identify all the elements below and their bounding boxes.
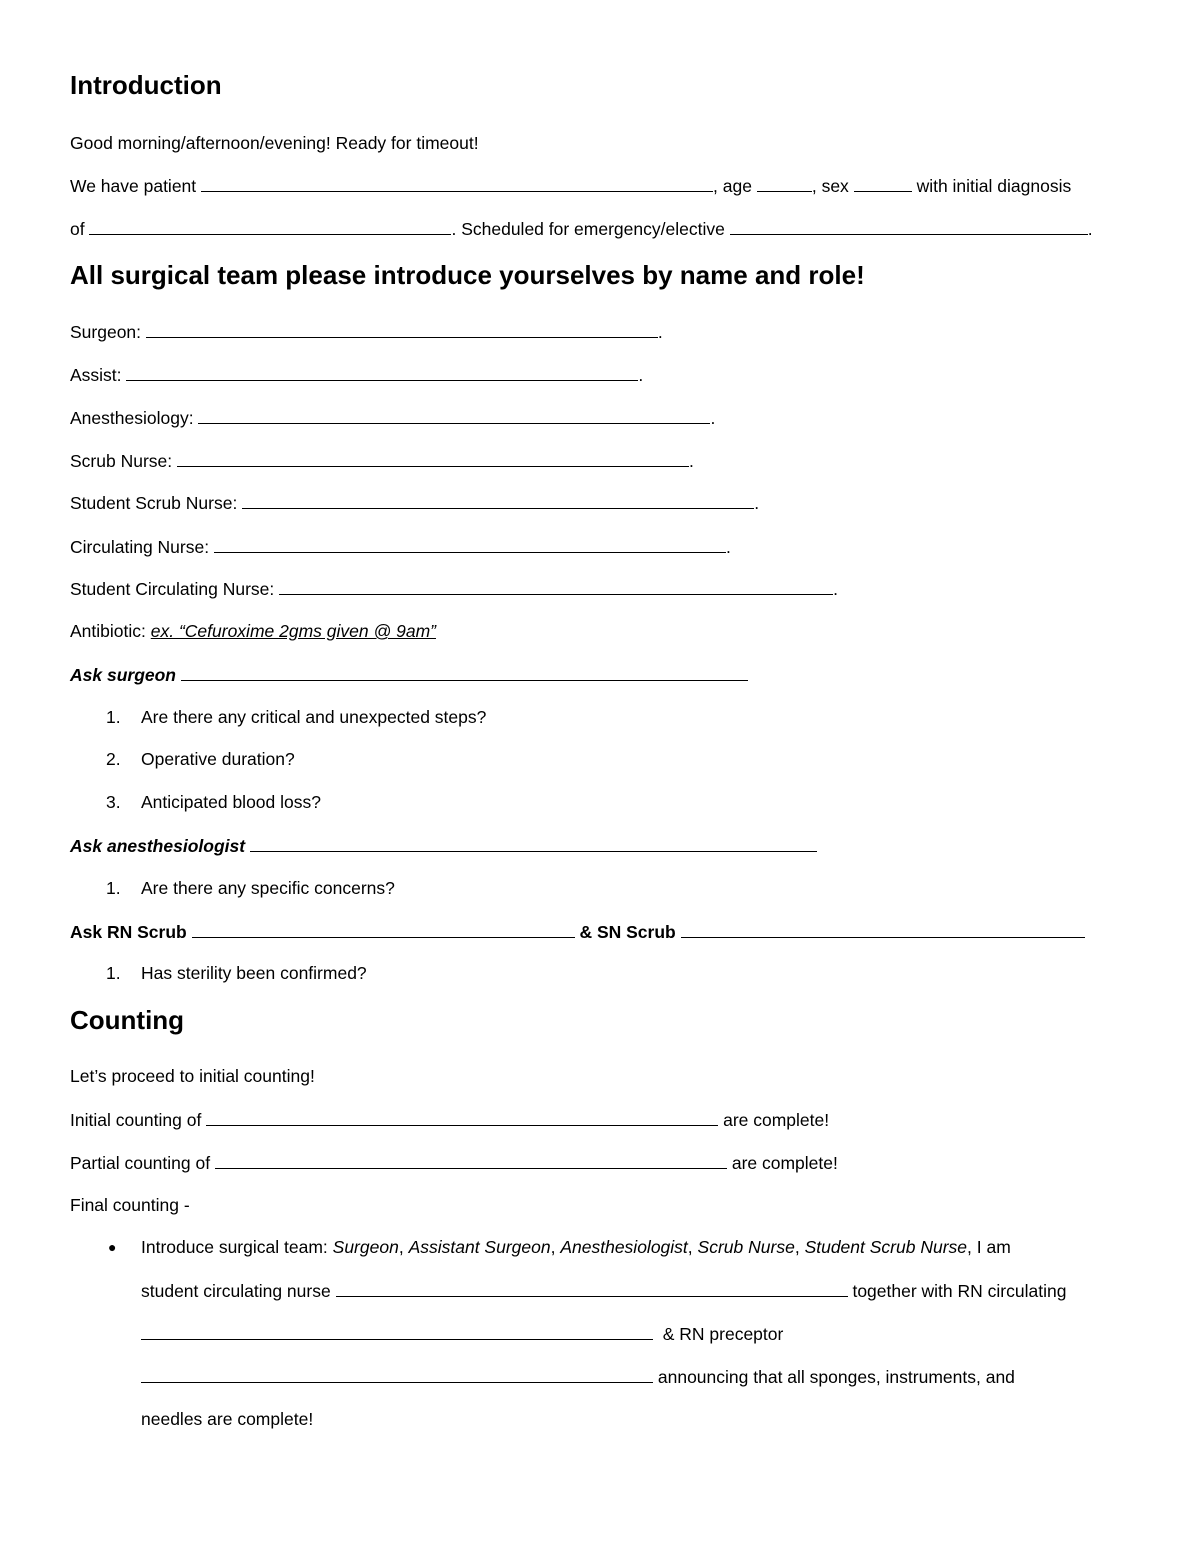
diagnosis-line <box>70 218 1093 240</box>
role-surgeon: Surgeon <box>332 1237 399 1257</box>
role-label: Circulating Nurse: <box>70 537 210 557</box>
period: . <box>689 451 694 471</box>
role-student-scrub: Student Scrub Nurse <box>804 1237 968 1257</box>
sn-scrub-blank[interactable] <box>681 921 1085 938</box>
ask-anesthesiologist-label: Ask anesthesiologist <box>70 836 246 856</box>
ask-surgeon-label: Ask surgeon <box>70 665 176 685</box>
sn-scrub-label: & SN Scrub <box>579 922 676 942</box>
list-number: 1. <box>106 963 121 983</box>
schedule-type-blank[interactable] <box>730 218 1088 235</box>
student-circ-label: student circulating nurse <box>141 1281 331 1301</box>
role-label: Anesthesiology: <box>70 408 194 428</box>
circulating-nurse-name-blank[interactable] <box>214 536 726 553</box>
rn-preceptor-label: & RN preceptor <box>662 1324 784 1344</box>
role-label: Student Circulating Nurse: <box>70 579 275 599</box>
ask-scrub-row <box>70 921 1085 943</box>
antibiotic-example: ex. “Cefuroxime 2gms given @ 9am” <box>150 621 436 641</box>
initial-counting-row <box>70 1109 829 1131</box>
antibiotic-row <box>70 621 436 642</box>
announcing-label: announcing that all sponges, instruments, and <box>657 1367 1015 1387</box>
role-label: Assist: <box>70 365 122 385</box>
partial-counting-label: Partial counting of <box>70 1153 211 1173</box>
i-am-label: , I am <box>967 1237 1011 1257</box>
rn-preceptor-blank[interactable] <box>141 1366 653 1383</box>
role-row-student-scrub-nurse <box>70 492 759 514</box>
complete-label: are complete! <box>731 1153 838 1173</box>
ask-surgeon-row <box>70 664 748 686</box>
patient-line <box>70 175 1071 197</box>
role-anesthesiologist: Anesthesiologist <box>560 1237 688 1257</box>
list-text: Anticipated blood loss? <box>141 792 321 812</box>
student-scrub-nurse-name-blank[interactable] <box>242 492 754 509</box>
team-heading: All surgical team please introduce yourselves by name and role! <box>70 260 865 290</box>
role-scrub: Scrub Nurse <box>697 1237 795 1257</box>
bullet-line-5: needles are complete! <box>141 1409 314 1429</box>
list-number: 2. <box>106 749 121 769</box>
list-text: Are there any specific concerns? <box>141 878 395 898</box>
bullet-line-2 <box>141 1280 1066 1302</box>
patient-name-blank[interactable] <box>201 175 713 192</box>
period: . <box>657 322 663 342</box>
period: . <box>638 365 644 385</box>
role-row-anesthesiology <box>70 407 715 429</box>
list-text: Has sterility been confirmed? <box>141 963 367 983</box>
bullet-line-4 <box>141 1366 1015 1388</box>
comma: , <box>794 1237 800 1257</box>
list-number: 1. <box>106 878 121 898</box>
bullet-icon: ● <box>108 1239 117 1255</box>
role-row-assist <box>70 364 643 386</box>
period: . <box>710 408 716 428</box>
complete-label: are complete! <box>723 1110 830 1130</box>
list-text: Are there any critical and unexpected steps? <box>141 707 487 727</box>
role-label: Student Scrub Nurse: <box>70 493 238 513</box>
diagnosis-blank[interactable] <box>89 218 451 235</box>
ask-anesthesiologist-blank[interactable] <box>250 835 817 852</box>
scrub-nurse-name-blank[interactable] <box>177 450 689 467</box>
role-label: Scrub Nurse: <box>70 451 173 471</box>
role-row-scrub-nurse <box>70 450 694 472</box>
comma: , <box>398 1237 404 1257</box>
age-label: , age <box>713 176 752 196</box>
together-label: together with RN circulating <box>852 1281 1067 1301</box>
proceed-text: Let’s proceed to initial counting! <box>70 1066 315 1086</box>
partial-counting-row <box>70 1152 838 1174</box>
counting-heading: Counting <box>70 1005 185 1035</box>
period: . <box>1087 219 1093 239</box>
period: . <box>833 579 839 599</box>
partial-counting-blank[interactable] <box>215 1152 727 1169</box>
ask-anesthesiologist-row <box>70 835 817 857</box>
bullet-line-1 <box>141 1237 1011 1258</box>
list-number: 3. <box>106 792 121 812</box>
bullet-line-3 <box>141 1323 783 1345</box>
role-assistant: Assistant Surgeon <box>408 1237 551 1257</box>
student-circulating-nurse-name-blank[interactable] <box>279 578 833 595</box>
comma: , <box>687 1237 693 1257</box>
greeting-text: Good morning/afternoon/evening! Ready for timeout! <box>70 133 479 153</box>
period: . <box>725 537 731 557</box>
intro-label: Introduce surgical team: <box>141 1237 328 1257</box>
role-row-circulating-nurse <box>70 536 731 558</box>
initial-counting-blank[interactable] <box>206 1109 718 1126</box>
patient-label: We have patient <box>70 176 197 196</box>
sex-blank[interactable] <box>854 175 912 192</box>
list-text: Operative duration? <box>141 749 295 769</box>
scheduled-label: . Scheduled for emergency/elective <box>451 219 725 239</box>
ask-rn-scrub-label: Ask RN Scrub <box>70 922 187 942</box>
student-circ-blank[interactable] <box>336 1280 848 1297</box>
final-counting-label: Final counting - <box>70 1195 190 1215</box>
rn-scrub-blank[interactable] <box>192 921 575 938</box>
rn-circulating-blank[interactable] <box>141 1323 653 1340</box>
ask-surgeon-blank[interactable] <box>181 664 748 681</box>
age-blank[interactable] <box>757 175 812 192</box>
initial-counting-label: Initial counting of <box>70 1110 202 1130</box>
anesthesiology-name-blank[interactable] <box>198 407 710 424</box>
diagnosis-label: with initial diagnosis <box>916 176 1072 196</box>
surgeon-name-blank[interactable] <box>146 321 658 338</box>
of-label: of <box>70 219 85 239</box>
sex-label: , sex <box>811 176 849 196</box>
introduction-heading: Introduction <box>70 70 222 100</box>
antibiotic-label: Antibiotic: <box>70 621 146 641</box>
role-row-student-circulating-nurse <box>70 578 838 600</box>
period: . <box>754 493 760 513</box>
role-label: Surgeon: <box>70 322 142 342</box>
role-row-surgeon <box>70 321 663 343</box>
assist-name-blank[interactable] <box>126 364 638 381</box>
list-number: 1. <box>106 707 121 727</box>
comma: , <box>550 1237 556 1257</box>
